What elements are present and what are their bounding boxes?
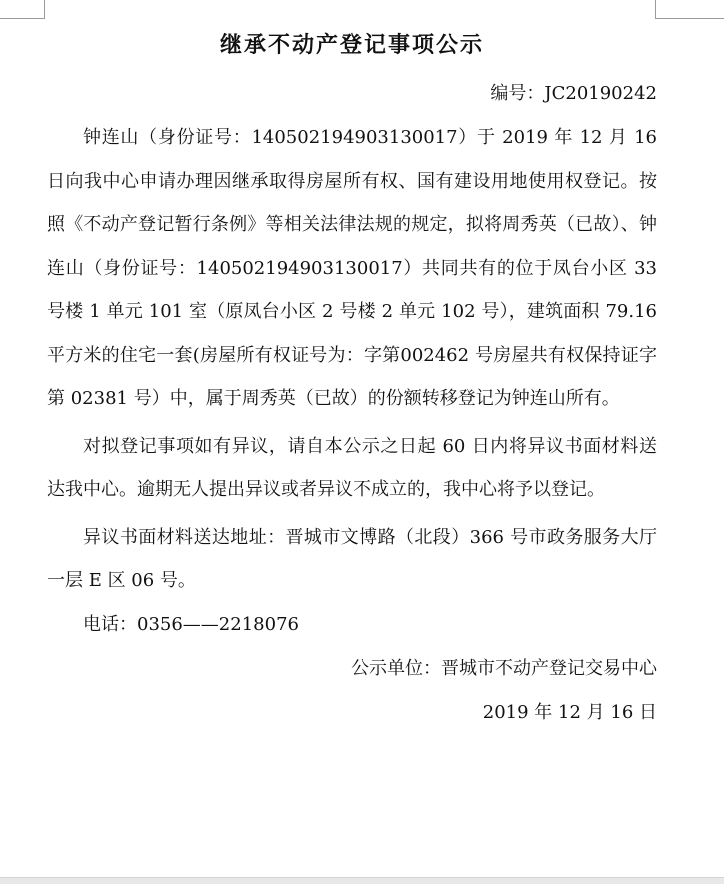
page-corner-mark-left (0, 0, 45, 19)
page-corner-mark-right (655, 0, 724, 19)
paragraph-objection: 对拟登记事项如有异议，请自本公示之日起 60 日内将异议书面材料送达我中心。逾期无人提出异议或者异议不成立的，我中心将予以登记。 (47, 435, 657, 500)
document-title: 继承不动产登记事项公示 (219, 32, 484, 58)
phone-line: 电话：0356——2218076 (83, 613, 299, 635)
page-bottom-edge (0, 877, 724, 884)
document-body (47, 28, 657, 735)
document-number: 编号：JC20190242 (490, 83, 657, 104)
issuer-line: 公示单位：晋城市不动产登记交易中心 (351, 657, 657, 679)
date-line: 2019 年 12 月 16 日 (482, 701, 657, 723)
paragraph-address: 异议书面材料送达地址：晋城市文博路（北段）366 号市政务服务大厅一层 E 区 06 号。 (47, 526, 657, 591)
paragraph-main: 钟连山（身份证号：140502194903130017）于 2019 年 12 月 16 日向我中心申请办理因继承取得房屋所有权、国有建设用地使用权登记。按照《不动产登记暂行条例》等相关法律法规的规定，拟将周秀英（已故）、钟连山（身份证号：140502194903130017）共同共有的位于凤台小区 33 号楼 1 单元 101 室（原凤台小区 2 号楼 2 单元 102 号），建筑面积 79.16 平方米的住宅一套(房屋所有权证号为：字第002462 号房屋共有权保持证字第 02381 号）中，属于周秀英（已故）的份额转移登记为钟连山所有。 (47, 127, 657, 409)
